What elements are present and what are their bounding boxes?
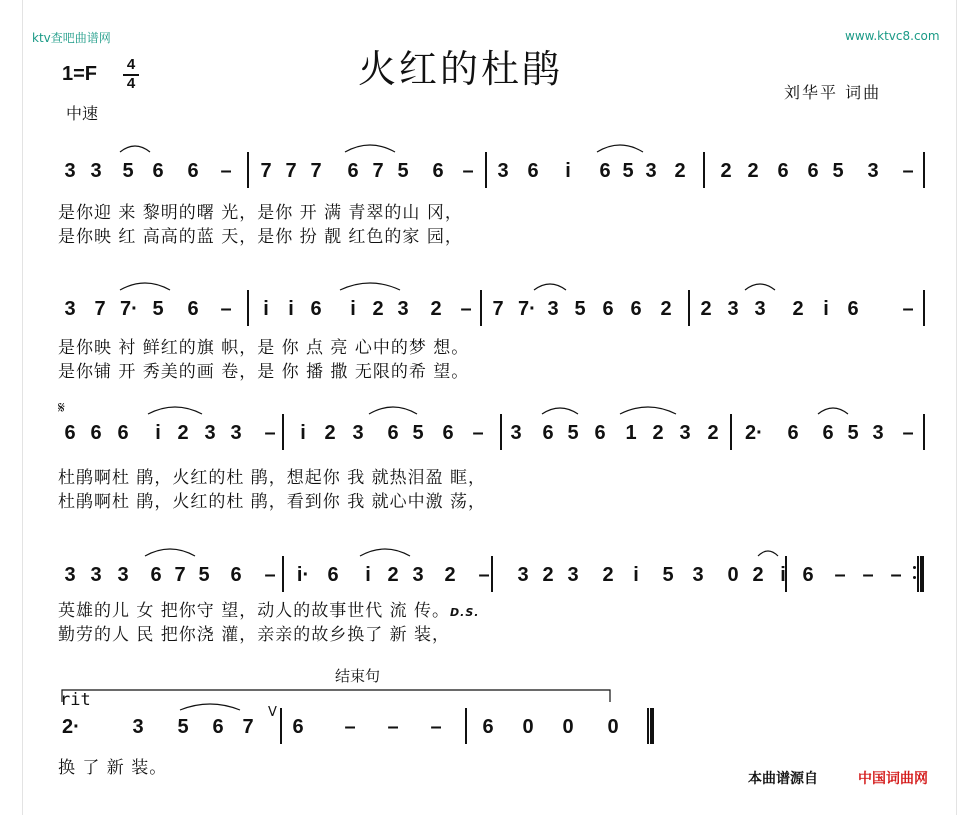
note: 3 (90, 564, 102, 586)
lyrics-line-2-verse-2: 是你铺 开 秀美的画 卷，是 你 播 撒 无限的希 望。 (58, 362, 470, 382)
key-signature: 1=F (62, 63, 98, 85)
note: 6 (630, 298, 642, 320)
note: 3 (64, 160, 76, 182)
note: – (430, 716, 442, 738)
note: 7 (260, 160, 272, 182)
slur (148, 407, 202, 414)
note: – (478, 564, 490, 586)
note: – (902, 298, 914, 320)
note: – (902, 422, 914, 444)
note: 6 (64, 422, 76, 444)
ending-bracket (62, 690, 610, 702)
note: – (862, 564, 874, 586)
note: 0 (562, 716, 574, 738)
note: i (350, 298, 356, 320)
note: 2 (602, 564, 614, 586)
note: 3 (727, 298, 739, 320)
note: – (220, 160, 232, 182)
note: 0 (522, 716, 534, 738)
note: 2 (387, 564, 399, 586)
tempo-marking: 中速 (66, 104, 99, 123)
note: i (780, 564, 786, 586)
note: 2 (177, 422, 189, 444)
lyrics-line-ending: 换 了 新 装。 (58, 758, 168, 778)
note: i (365, 564, 371, 586)
note: – (344, 716, 356, 738)
note: 2 (720, 160, 732, 182)
note: 2 (747, 160, 759, 182)
note: 7 (94, 298, 106, 320)
note: 6 (187, 298, 199, 320)
barline (282, 414, 284, 450)
note: 6 (442, 422, 454, 444)
note: 3 (132, 716, 144, 738)
note: 3 (567, 564, 579, 586)
note: i (565, 160, 571, 182)
note: i (155, 422, 161, 444)
note: 0 (607, 716, 619, 738)
note: 7 (310, 160, 322, 182)
note: 5 (177, 716, 189, 738)
note: 3 (517, 564, 529, 586)
source-watermark-left: ktv查吧曲谱网 (32, 31, 111, 45)
note: 3 (117, 564, 129, 586)
note: – (387, 716, 399, 738)
note: 3 (867, 160, 879, 182)
note: 3 (679, 422, 691, 444)
note: 5 (397, 160, 409, 182)
note: 2 (660, 298, 672, 320)
note: 2 (752, 564, 764, 586)
dal-segno-mark: D.S. (450, 606, 480, 619)
note: – (264, 564, 276, 586)
note: – (264, 422, 276, 444)
note: 5 (122, 160, 134, 182)
note: 2 (542, 564, 554, 586)
note: 6 (387, 422, 399, 444)
lyrics-line-3-verse-1: 杜鹃啊杜 鹃，火红的杜 鹃，想起你 我 就热泪盈 眶， (58, 468, 487, 488)
note: 6 (542, 422, 554, 444)
note: 6 (150, 564, 162, 586)
note: i· (296, 564, 310, 586)
note: 6 (787, 422, 799, 444)
note: 3 (692, 564, 704, 586)
barline (730, 414, 732, 450)
barline (247, 152, 249, 188)
note: 7 (492, 298, 504, 320)
note: 5 (152, 298, 164, 320)
note: 6 (847, 298, 859, 320)
note: 7 (285, 160, 297, 182)
repeat-dot (913, 576, 916, 579)
note: 2 (324, 422, 336, 444)
barline (688, 290, 690, 326)
note: 6 (310, 298, 322, 320)
barline (923, 290, 925, 326)
author-credit: 刘华平 词曲 (784, 83, 882, 102)
slur (620, 407, 676, 414)
note: 3 (352, 422, 364, 444)
note: 3 (412, 564, 424, 586)
lyrics-line-4-verse-2: 勤劳的人 民 把你浇 灌，亲亲的故乡换了 新 装， (58, 625, 451, 645)
note: 2 (372, 298, 384, 320)
note: 6 (230, 564, 242, 586)
barline (485, 152, 487, 188)
note: 6 (347, 160, 359, 182)
note: 3 (397, 298, 409, 320)
segno-sign: 𝄋 (58, 398, 65, 417)
note: 2· (62, 716, 80, 738)
slur (369, 407, 417, 414)
barline (923, 152, 925, 188)
note: 6 (292, 716, 304, 738)
barline (282, 556, 284, 592)
slur (360, 549, 410, 556)
note: 6 (187, 160, 199, 182)
note: 7 (372, 160, 384, 182)
note: – (220, 298, 232, 320)
note: i (288, 298, 294, 320)
slur (120, 283, 170, 290)
note: – (460, 298, 472, 320)
note: 5 (567, 422, 579, 444)
note: 7 (174, 564, 186, 586)
note: 3 (645, 160, 657, 182)
note: 2 (792, 298, 804, 320)
note: – (472, 422, 484, 444)
note: 0 (727, 564, 739, 586)
repeat-dot (913, 566, 916, 569)
note: 5 (847, 422, 859, 444)
ending-label: 结束句 (335, 667, 381, 685)
breath-mark: V (268, 705, 277, 720)
barline (500, 414, 502, 450)
note: – (890, 564, 902, 586)
note: 6 (594, 422, 606, 444)
note: 3 (872, 422, 884, 444)
note: 7 (242, 716, 254, 738)
note: i (633, 564, 639, 586)
note: – (902, 160, 914, 182)
note: 7· (518, 298, 536, 320)
note: 6 (777, 160, 789, 182)
note: 7· (120, 298, 138, 320)
footer-source-site: 中国词曲网 (858, 771, 928, 787)
lyrics-line-4-verse-1 (58, 596, 479, 621)
note: 2 (707, 422, 719, 444)
note: 6 (602, 298, 614, 320)
note: 3 (90, 160, 102, 182)
barline (247, 290, 249, 326)
lyrics-line-2-verse-1: 是你映 衬 鲜红的旗 帜，是 你 点 亮 心中的梦 想。 (58, 338, 470, 358)
note: 6 (432, 160, 444, 182)
note: 5 (832, 160, 844, 182)
left-margin-strip (0, 0, 23, 815)
note: 6 (527, 160, 539, 182)
note: i (263, 298, 269, 320)
barline (280, 708, 282, 744)
note: 2 (674, 160, 686, 182)
note: 6 (802, 564, 814, 586)
note: 6 (117, 422, 129, 444)
barline (465, 708, 467, 744)
note: 2 (700, 298, 712, 320)
note: 2· (745, 422, 763, 444)
note: 2 (430, 298, 442, 320)
note: 6 (822, 422, 834, 444)
ritardando-mark: rit (60, 690, 91, 710)
note: 5 (574, 298, 586, 320)
note: 6 (212, 716, 224, 738)
note: 6 (327, 564, 339, 586)
note: 6 (90, 422, 102, 444)
note: 1 (625, 422, 637, 444)
note: 5 (662, 564, 674, 586)
note: 2 (444, 564, 456, 586)
slur (145, 549, 195, 556)
note: 5 (198, 564, 210, 586)
note: 6 (599, 160, 611, 182)
note: 3 (547, 298, 559, 320)
barline (923, 414, 925, 450)
note: 3 (204, 422, 216, 444)
time-signature-bottom: 4 (126, 75, 136, 92)
slur (340, 283, 400, 290)
repeat-end-barline (917, 556, 924, 592)
source-watermark-right: www.ktvc8.com (845, 29, 940, 43)
lyrics-line-1-verse-2: 是你映 红 高高的蓝 天，是你 扮 靓 红色的家 园， (58, 227, 463, 247)
note: 2 (652, 422, 664, 444)
note: 3 (230, 422, 242, 444)
lyrics-line-3-verse-2: 杜鹃啊杜 鹃，火红的杜 鹃，看到你 我 就心中激 荡， (58, 492, 487, 512)
right-margin-strip (956, 0, 979, 815)
note: 6 (482, 716, 494, 738)
barline (480, 290, 482, 326)
note: 3 (497, 160, 509, 182)
note: 3 (754, 298, 766, 320)
note: i (823, 298, 829, 320)
slur (597, 145, 643, 152)
lyrics-text: 英雄的儿 女 把你守 望，动人的故事世代 流 传。 (58, 601, 451, 621)
lyrics-line-1-verse-1: 是你迎 来 黎明的曙 光，是你 开 满 青翠的山 冈， (58, 203, 463, 223)
note: – (462, 160, 474, 182)
song-title: 火红的杜鹃 (358, 47, 564, 91)
note: i (300, 422, 306, 444)
note: 3 (64, 298, 76, 320)
time-signature-top: 4 (126, 56, 136, 73)
barline (703, 152, 705, 188)
note: – (834, 564, 846, 586)
note: 3 (510, 422, 522, 444)
slur (345, 145, 395, 152)
note: 3 (64, 564, 76, 586)
note: 5 (412, 422, 424, 444)
note: 5 (622, 160, 634, 182)
final-barline (647, 708, 654, 744)
note: 6 (152, 160, 164, 182)
note: 6 (807, 160, 819, 182)
footer-source-label: 本曲谱源自 (748, 771, 818, 787)
